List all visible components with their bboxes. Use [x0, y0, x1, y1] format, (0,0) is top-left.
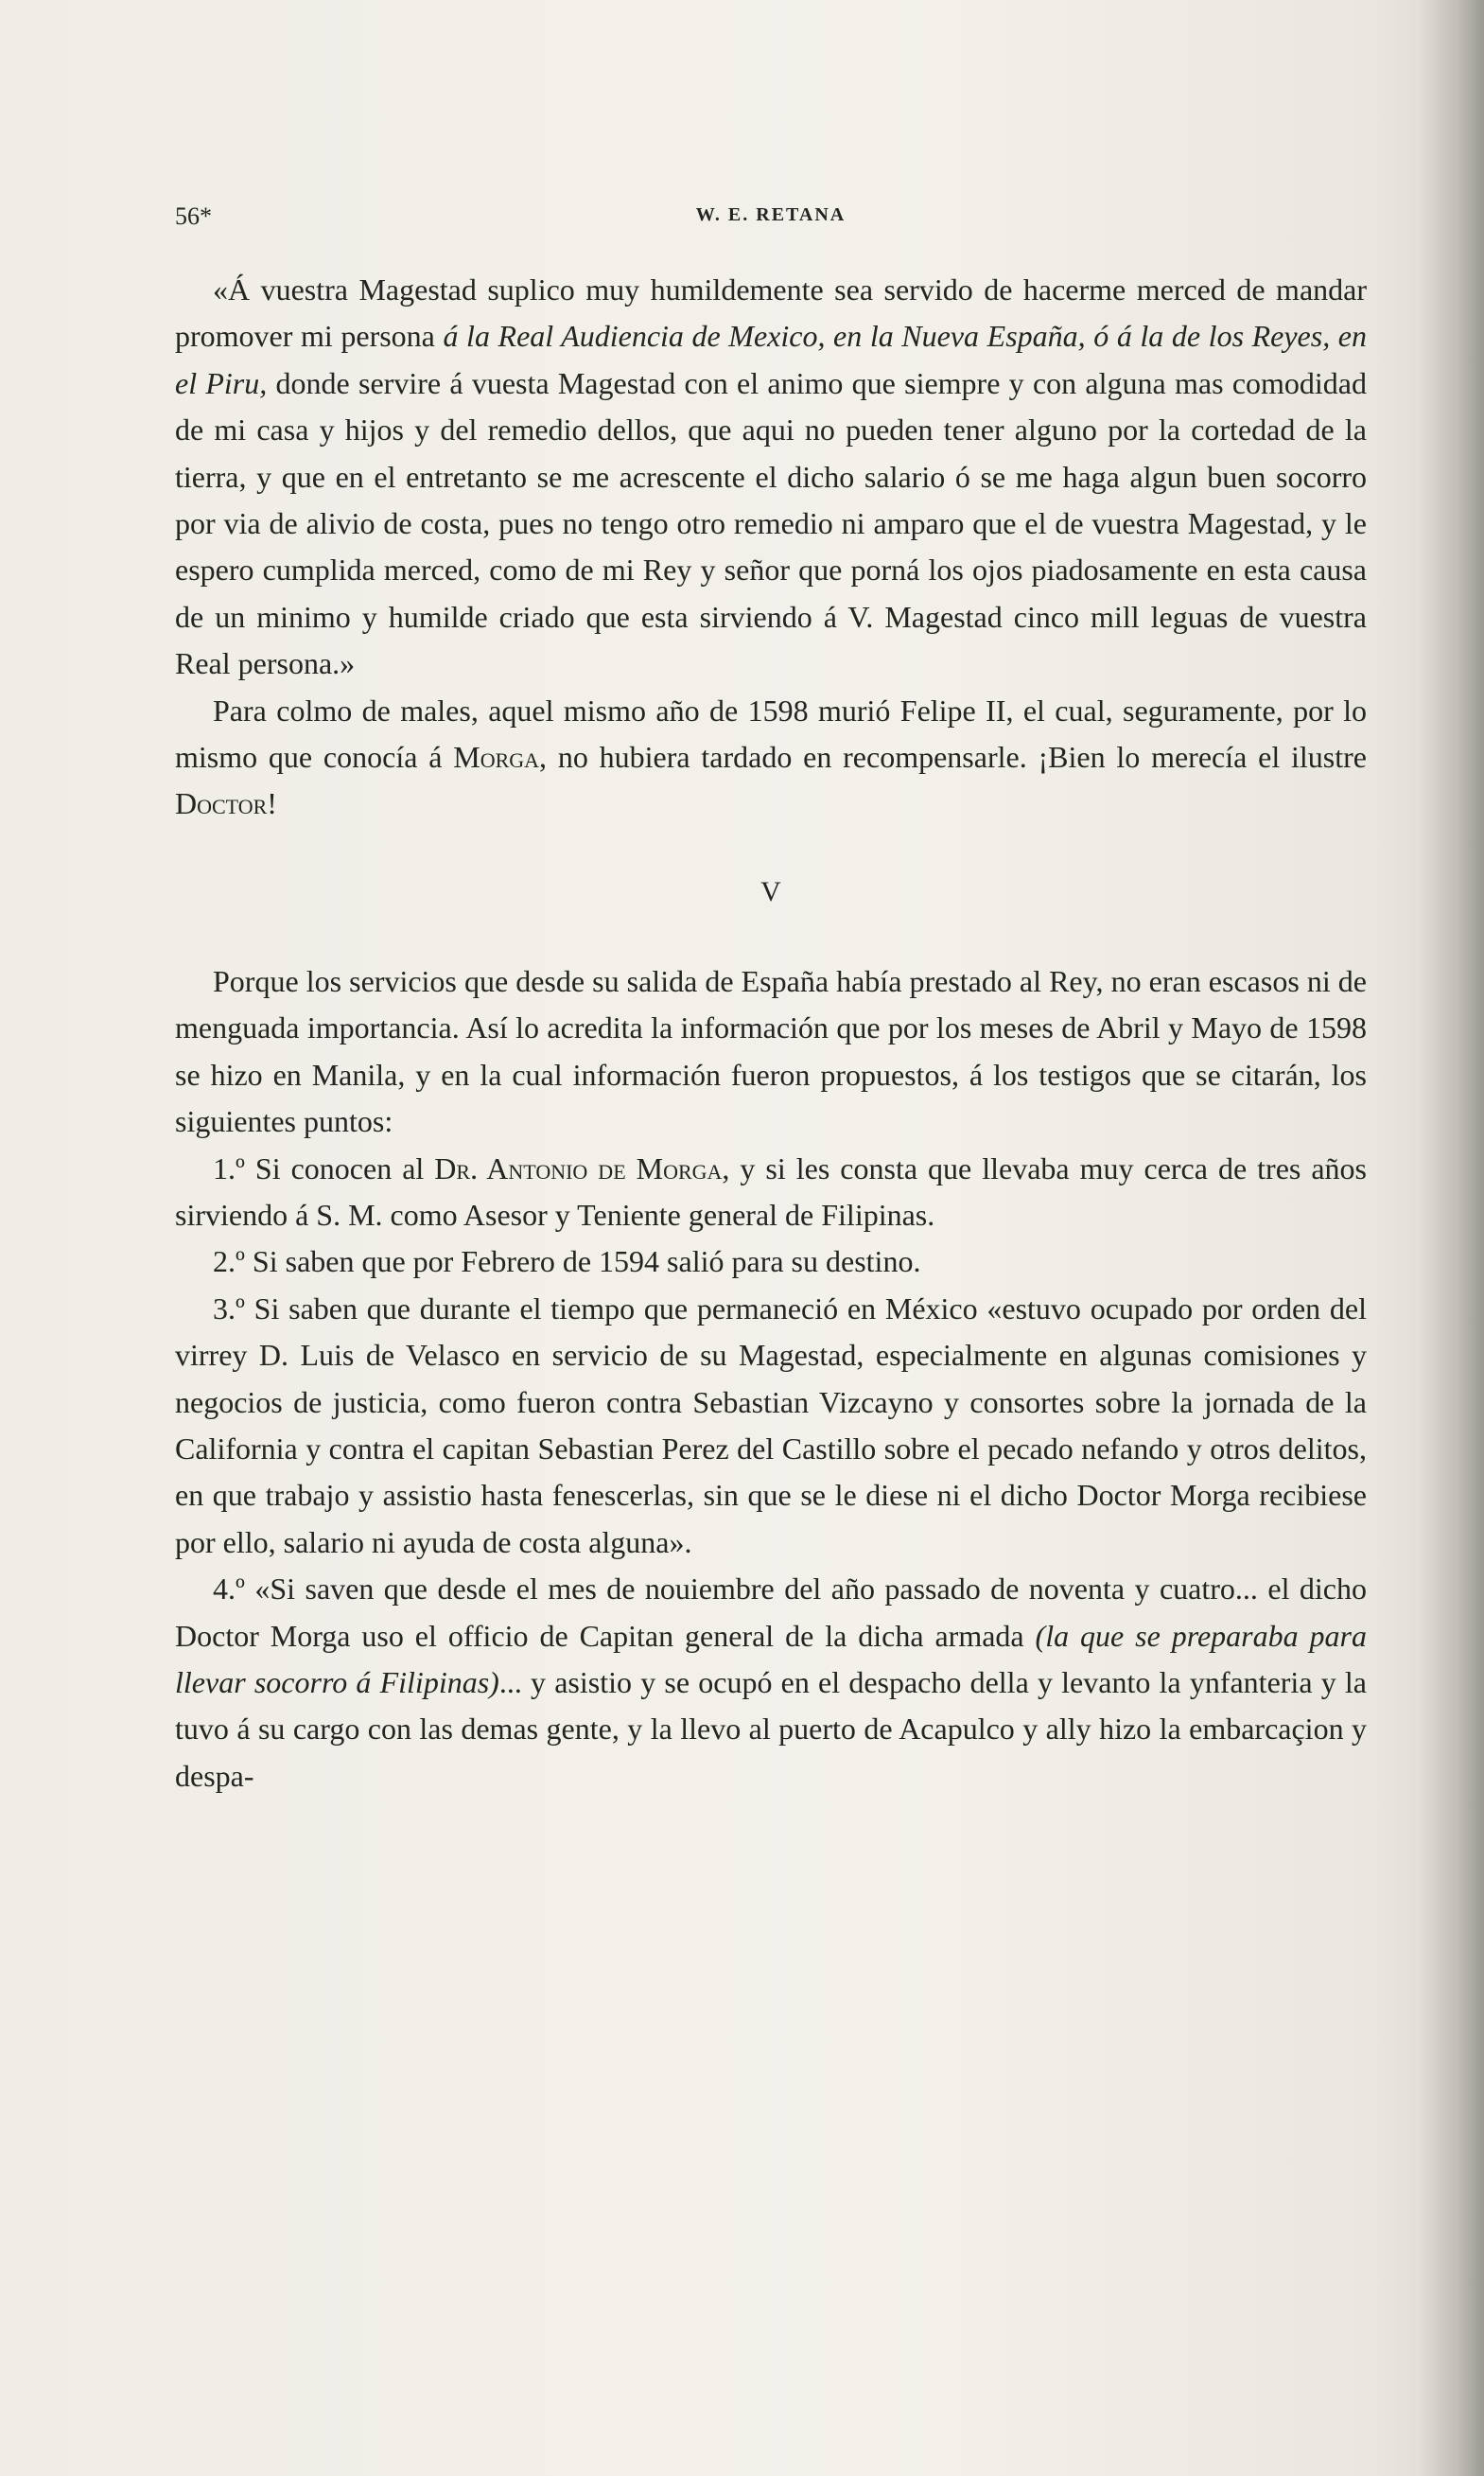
paragraph-felipe [175, 688, 1367, 828]
quote-text-start: «Á vuestra Magestad suplico muy humildemente sea servido de hacerme merced de mandar promover mi persona [175, 272, 1367, 354]
list-item-text: ... y asistio y se ocupó en el despacho della y levanto la ynfanteria y la tuvo á su cargo con las demas gente, y la llevo al puerto de Acapulco y ally hizo la embarcaçion y despa- [175, 1664, 1368, 1793]
page-edge-shadow [1418, 0, 1484, 2476]
name-antonio-de-morga: Dr. Antonio de Morga [434, 1150, 723, 1185]
list-item-3: 3.º Si saben que durante el tiempo que permaneció en México «estuvo ocupado por orden del virrey D. Luis de Velasco en servicio de su Magestad, especialmente en algunas comisiones y negocios de justicia, como fueron contra Sebastian Vizcayno y consortes sobre la jornada de la California y contra el capitan Sebastian Perez del Castillo sobre el pecado nefando y otros delitos, en que trabajo y assistio hasta fenescerlas, sin que se le diese ni el dicho Doctor Morga recibiese por ello, salario ni ayuda de costa alguna». [175, 1291, 1367, 1559]
list-item-text: 1.º Si conocen al [213, 1150, 435, 1185]
page-header [175, 202, 1367, 240]
running-head: W. E. RETANA [695, 204, 847, 225]
quote-text-italic: á la Real Audiencia de Mexico, en la Nueva España, ó á la de los Reyes, en el Piru, [175, 319, 1368, 400]
list-item-2: 2.º Si saben que por Febrero de 1594 salió para su destino. [213, 1244, 921, 1279]
list-item-text: , y si les consta que llevaba muy cerca de tres años sirviendo á S. M. como Asesor y Teniente general de Filipinas. [175, 1150, 1367, 1232]
paragraph-text: ! [267, 786, 277, 821]
name-doctor: Doctor [175, 786, 268, 821]
paragraph-services: Porque los servicios que desde su salida de España había prestado al Rey, no eran escasos ni de menguada importancia. Así lo acredita la información que por los meses de Abril y Mayo de 1598 se hizo en Manila, y en la cual información fueron propuestos, á los testigos que se citarán, los siguientes puntos: [175, 963, 1367, 1139]
section-heading: V [760, 875, 781, 907]
list-item-text: 4.º «Si saven que desde el mes de nouiembre del año passado de noventa y cuatro... el dicho Doctor Morga uso el officio de Capitan general de la dicha armada [175, 1572, 1367, 1653]
paragraph-text: Para colmo de males, aquel mismo año de 1598 murió Felipe II, el cual, seguramente, por lo mismo que conocía á [175, 693, 1367, 775]
list-item-1 [175, 1146, 1367, 1239]
list-item-4 [175, 1566, 1367, 1800]
body-text [175, 267, 1367, 1800]
name-morga: Morga [453, 740, 540, 775]
list-item-italic: (la que se preparaba para llevar socorro á Filipinas) [175, 1618, 1368, 1699]
quote-text-end: donde servire á vuesta Magestad con el animo que siempre y con alguna mas comodidad de mi casa y hijos y del remedio dellos, que aqui no pueden tener alguno por la cortedad de la tierra, y que en el entretanto se me acrescente el dicho salario ó se me haga algun buen socorro por via de alivio de costa, pues no tengo otro remedio ni amparo que el de vuestra Magestad, y le espero cumplida merced, como de mi Rey y señor que porná los ojos piadosamente en esta causa de un minimo y humilde criado que esta sirviendo á V. Magestad cinco mill leguas de vuestra Real persona.» [175, 365, 1368, 681]
paragraph-quote [175, 267, 1367, 688]
page-number: 56* [175, 202, 212, 230]
paragraph-text: , no hubiera tardado en recompensarle. ¡Bien lo merecía el ilustre [539, 740, 1368, 775]
